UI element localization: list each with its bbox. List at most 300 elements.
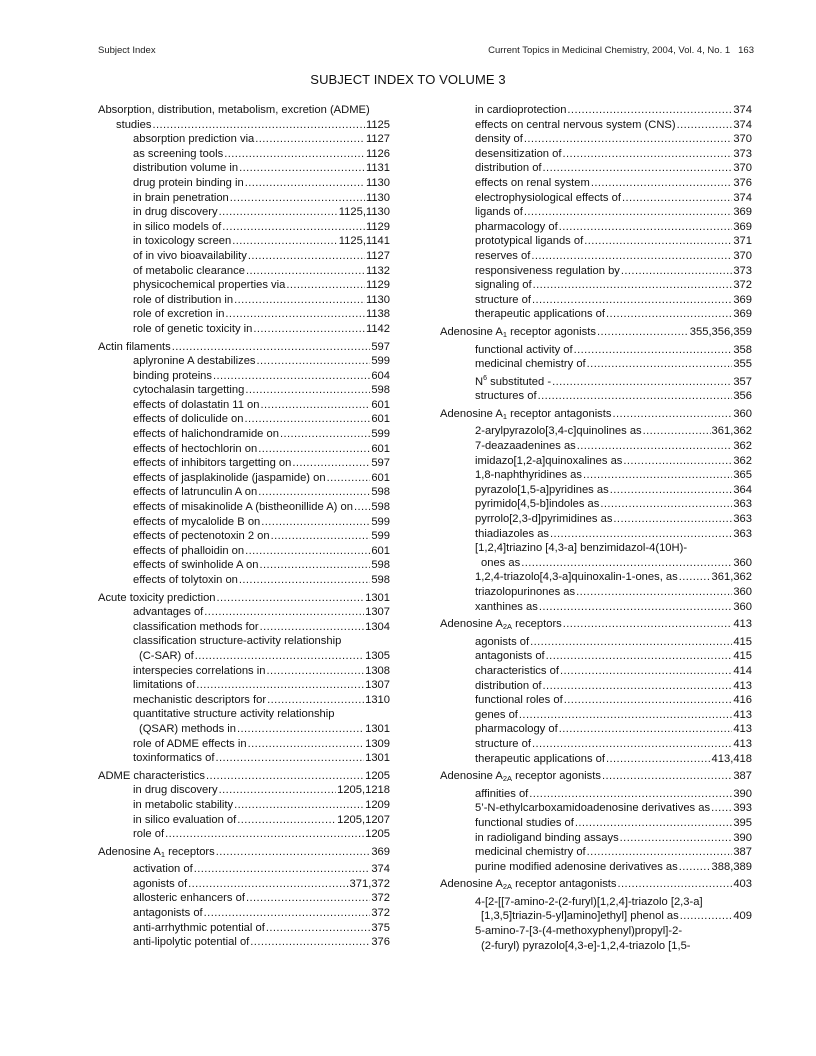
subscript: 2A — [502, 622, 513, 632]
term-text: functional roles of — [475, 694, 563, 707]
page-reference: 597 — [371, 340, 390, 353]
dot-leader — [245, 383, 370, 398]
index-subentry — [440, 527, 752, 542]
index-subentry — [440, 845, 752, 860]
entry-term — [133, 191, 229, 206]
index-subentry — [98, 398, 390, 413]
page-title: SUBJECT INDEX TO VOLUME 3 — [310, 72, 506, 87]
term-text: pyrimido[4,5-b]indoles as — [475, 498, 600, 511]
page-reference: 362 — [733, 440, 752, 453]
dot-leader — [563, 617, 733, 632]
term-text: effects of jasplakinolide (jaspamide) on — [133, 471, 326, 484]
term-text-continued: receptors — [512, 618, 562, 631]
dot-leader — [250, 935, 370, 950]
term-text: in cardioprotection — [475, 104, 567, 116]
dot-leader — [217, 591, 365, 606]
entry-term — [440, 407, 611, 425]
dot-leader — [216, 845, 371, 860]
entry-term — [475, 585, 575, 600]
index-subentry — [440, 293, 752, 308]
dot-leader — [521, 556, 732, 571]
index-subentry — [440, 939, 752, 954]
index-subentry — [98, 383, 390, 398]
dot-leader — [224, 147, 365, 162]
dot-leader — [280, 427, 370, 442]
dot-leader — [222, 220, 365, 235]
page-reference: 1127 — [365, 249, 390, 262]
entry-term — [481, 909, 679, 924]
entry-term — [133, 220, 221, 235]
dot-leader — [543, 679, 733, 694]
dot-leader — [519, 708, 732, 723]
term-text-continued: receptor agonists — [507, 325, 596, 338]
index-subentry — [98, 722, 390, 737]
dot-leader — [215, 751, 364, 766]
page-reference: 601 — [371, 413, 390, 426]
entry-term — [133, 264, 245, 279]
term-text: characteristics of — [475, 664, 559, 677]
term-text: as screening tools — [133, 147, 224, 160]
term-text: structure of — [475, 293, 531, 306]
entry-term — [475, 787, 528, 802]
dot-leader — [266, 664, 364, 679]
entry-term — [133, 383, 244, 398]
index-subentry — [98, 813, 390, 828]
dot-leader — [564, 693, 733, 708]
term-text: in drug discovery — [133, 784, 218, 797]
dot-leader — [219, 205, 338, 220]
page-reference: 360 — [733, 407, 752, 420]
term-text: absorption prediction via — [133, 133, 255, 146]
entry-term — [133, 322, 252, 337]
index-subentry — [98, 278, 390, 293]
dot-leader — [677, 118, 733, 133]
index-subentry — [98, 573, 390, 588]
page-reference: 360 — [733, 600, 752, 613]
dot-leader — [532, 293, 732, 308]
index-subentry — [440, 264, 752, 279]
entry-term — [139, 722, 236, 737]
index-subentry — [98, 891, 390, 906]
page-reference: 360 — [733, 556, 752, 569]
page-reference: 1125,1130 — [338, 206, 390, 219]
index-subentry — [98, 935, 390, 950]
dot-leader — [258, 485, 370, 500]
dot-leader — [204, 906, 371, 921]
page-reference: 416 — [733, 694, 752, 707]
dot-leader — [237, 813, 336, 828]
dot-leader — [239, 573, 370, 588]
index-heading — [440, 407, 752, 425]
term-text: distribution of — [475, 162, 542, 175]
page-reference: 376 — [371, 936, 390, 949]
term-text: physicochemical properties via — [133, 279, 286, 292]
index-subentry — [440, 424, 752, 439]
page-reference: 364 — [733, 483, 752, 496]
term-text: xanthines as — [475, 600, 538, 613]
subscript: 2A — [502, 882, 513, 892]
journal-citation: Current Topics in Medicinal Chemistry, 2004, Vol. 4, No. 1 — [488, 45, 731, 56]
entry-term — [475, 454, 622, 469]
index-subentry — [98, 620, 390, 635]
index-subentry — [440, 103, 752, 118]
entry-term — [133, 620, 259, 635]
term-text: allosteric enhancers of — [133, 892, 245, 905]
page-reference: 1307 — [365, 606, 390, 619]
dot-leader — [204, 605, 364, 620]
entry-term — [133, 707, 334, 722]
term-text: effects of doliculide on — [133, 413, 244, 426]
page-reference: 413 — [733, 618, 752, 631]
index-subentry — [98, 220, 390, 235]
entry-term — [475, 924, 682, 939]
running-header-right — [488, 45, 754, 56]
dot-leader — [567, 103, 732, 118]
dot-leader — [225, 307, 365, 322]
entry-term — [440, 325, 596, 343]
page-reference: 409 — [733, 910, 752, 923]
entry-term — [98, 769, 205, 784]
dot-leader — [260, 620, 365, 635]
dot-leader — [680, 909, 733, 924]
index-subentry — [98, 132, 390, 147]
term-text: distribution volume in — [133, 162, 239, 175]
page-reference: 1301 — [365, 722, 390, 735]
dot-leader — [539, 600, 733, 615]
term-text: triazolopurinones as — [475, 586, 576, 598]
index-subentry — [98, 442, 390, 457]
entry-term — [116, 118, 151, 133]
term-text: binding proteins — [133, 369, 212, 382]
entry-term — [475, 600, 538, 615]
page-reference: 369 — [733, 206, 752, 219]
term-text: 7-deazaadenines as — [475, 440, 576, 453]
index-subentry — [440, 924, 752, 939]
entry-term — [475, 293, 531, 308]
page-reference: 1205 — [365, 828, 390, 841]
page-reference: 1301 — [365, 591, 390, 604]
dot-leader — [245, 176, 365, 191]
page-reference: 357 — [733, 375, 752, 388]
index-subentry — [440, 635, 752, 650]
running-header-left: Subject Index — [98, 45, 156, 56]
term-text: 1,8-naphthyridines as — [475, 469, 582, 482]
index-heading — [440, 617, 752, 635]
entry-term — [475, 831, 619, 846]
term-text: classification structure-activity relationship — [133, 635, 342, 648]
page-reference: 1125 — [365, 118, 390, 131]
dot-leader — [259, 558, 370, 573]
index-subentry — [98, 737, 390, 752]
page-reference: 390 — [733, 787, 752, 800]
entry-term — [475, 424, 642, 439]
term-text: role of — [133, 828, 165, 841]
page-reference: 387 — [733, 770, 752, 783]
term-text: in toxicology screen — [133, 235, 232, 248]
entry-term — [475, 801, 710, 816]
entry-term — [133, 161, 238, 176]
dot-leader — [546, 649, 733, 664]
term-text-continued: receptor antagonists — [507, 407, 612, 420]
page-reference: 387 — [733, 846, 752, 859]
term-text: in drug discovery — [133, 206, 218, 219]
index-subentry — [98, 634, 390, 649]
page-reference: 374 — [733, 191, 752, 204]
page-reference: 1127 — [365, 133, 390, 146]
index-subentry — [440, 191, 752, 206]
term-text: drug protein binding in — [133, 176, 244, 189]
index-subentry — [98, 471, 390, 486]
term-text: electrophysiological effects of — [475, 191, 621, 204]
entry-term — [475, 103, 566, 118]
index-heading — [98, 845, 390, 863]
dot-leader — [286, 278, 365, 293]
entry-term — [133, 249, 247, 264]
entry-term — [475, 176, 590, 191]
page-reference: 1129 — [365, 279, 390, 292]
page-reference: 373 — [733, 147, 752, 160]
entry-term — [475, 468, 582, 483]
dot-leader — [606, 307, 732, 322]
page-reference: 1301 — [365, 752, 390, 765]
entry-term — [133, 205, 218, 220]
term-text: pharmacology of — [475, 220, 558, 233]
term-text: effects of mycalolide B on — [133, 515, 261, 528]
page-reference: 598 — [371, 501, 390, 514]
term-text: medicinal chemistry of — [475, 358, 586, 371]
index-subentry — [98, 678, 390, 693]
index-subentry — [440, 220, 752, 235]
term-text: in metabolic stability — [133, 798, 234, 811]
index-subentry — [98, 249, 390, 264]
index-subentry — [440, 118, 752, 133]
term-text: Adenosine A — [98, 845, 161, 858]
term-text: Adenosine A — [440, 618, 503, 631]
index-subentry — [98, 205, 390, 220]
term-text: responsiveness regulation by — [475, 264, 620, 277]
term-text: Adenosine A — [440, 878, 503, 891]
entry-term — [475, 147, 561, 162]
page-reference: 355 — [733, 358, 752, 371]
term-text: 1,2,4-triazolo[4,3-a]quinoxalin-1-ones, as — [475, 571, 678, 584]
term-text: Acute toxicity prediction — [98, 591, 216, 604]
dot-leader — [550, 527, 732, 542]
entry-term — [475, 860, 678, 875]
dot-leader — [248, 737, 365, 752]
index-subentry — [440, 693, 752, 708]
index-subentry — [440, 343, 752, 358]
page-reference: 1125,1141 — [338, 235, 390, 248]
page-reference: 601 — [371, 544, 390, 557]
dot-leader — [206, 769, 364, 784]
index-subentry — [98, 147, 390, 162]
dot-leader — [576, 585, 732, 600]
entry-term — [133, 515, 260, 530]
dot-leader — [219, 783, 337, 798]
index-subentry — [440, 787, 752, 802]
page-reference: 414 — [733, 664, 752, 677]
index-subentry — [440, 600, 752, 615]
page-reference: 370 — [733, 162, 752, 175]
dot-leader — [195, 649, 364, 664]
subscript: 1 — [502, 411, 507, 421]
entry-term — [475, 512, 612, 527]
entry-term — [475, 527, 549, 542]
index-subentry — [98, 906, 390, 921]
entry-term — [133, 827, 164, 842]
term-text: effects of phalloidin on — [133, 544, 245, 557]
dot-leader — [562, 147, 732, 162]
dot-leader — [600, 497, 732, 512]
index-subentry — [98, 500, 390, 515]
term-text: role of genetic toxicity in — [133, 322, 253, 335]
page-reference: 598 — [371, 486, 390, 499]
entry-term — [133, 935, 249, 950]
term-text: effects of tolytoxin on — [133, 574, 238, 586]
dot-leader — [234, 798, 364, 813]
dot-leader — [354, 500, 370, 515]
index-subentry — [98, 877, 390, 892]
page-reference: 1142 — [365, 322, 390, 335]
dot-leader — [230, 191, 365, 206]
term-text: anti-arrhythmic potential of — [133, 921, 265, 934]
page-reference: 1309 — [365, 737, 390, 750]
term-text: cytochalasin targetting — [133, 384, 245, 397]
dot-leader — [529, 787, 732, 802]
index-subentry — [440, 801, 752, 816]
index-heading — [440, 325, 752, 343]
term-text: pyrrolo[2,3-d]pyrimidines as — [475, 513, 613, 526]
term-text: effects of inhibitors targetting on — [133, 457, 292, 470]
index-subentry — [98, 827, 390, 842]
dot-leader — [267, 693, 364, 708]
index-heading — [98, 591, 390, 606]
index-subentry — [98, 118, 390, 133]
dot-leader — [532, 737, 732, 752]
term-text: effects of pectenotoxin 2 on — [133, 530, 270, 543]
index-subentry — [440, 454, 752, 469]
term-text: pharmacology of — [475, 723, 558, 736]
entry-term — [475, 307, 605, 322]
index-subentry — [98, 293, 390, 308]
entry-term — [133, 664, 265, 679]
term-text: thiadiazoles as — [475, 527, 550, 540]
index-subentry — [98, 529, 390, 544]
page-reference: 370 — [733, 249, 752, 262]
entry-term — [133, 751, 214, 766]
entry-term — [475, 635, 529, 650]
index-subentry — [98, 176, 390, 191]
term-text: functional activity of — [475, 343, 573, 356]
entry-term — [133, 147, 223, 162]
dot-leader — [266, 921, 371, 936]
page-reference: 356 — [733, 390, 752, 403]
index-subentry — [98, 307, 390, 322]
term-text: effects of hectochlorin on — [133, 442, 258, 455]
page-reference: 598 — [371, 559, 390, 572]
dot-leader — [643, 424, 711, 439]
page-reference: 374 — [733, 118, 752, 131]
index-subentry — [440, 176, 752, 191]
term-text: [1,3,5]triazin-5-yl]amino]ethyl] phenol as — [481, 910, 679, 923]
page-reference: 395 — [733, 816, 752, 829]
index-subentry — [440, 497, 752, 512]
dot-leader — [255, 132, 365, 147]
page-reference: 598 — [371, 384, 390, 397]
entry-term — [475, 679, 542, 694]
entry-term — [440, 617, 562, 635]
page-reference: 370 — [733, 133, 752, 146]
page-reference: 390 — [733, 831, 752, 844]
index-subentry — [440, 664, 752, 679]
index-subentry — [440, 752, 752, 767]
page-number: 163 — [738, 45, 754, 56]
term-text: effects on central nervous system (CNS) — [475, 118, 676, 131]
entry-term — [133, 412, 244, 427]
dot-leader — [559, 220, 733, 235]
term-text: imidazo[1,2-a]quinoxalines as — [475, 454, 623, 467]
term-text: limitations of — [133, 679, 196, 692]
page-reference: 599 — [371, 428, 390, 441]
term-text: activation of — [133, 863, 193, 876]
page-reference: 365 — [733, 469, 752, 482]
index-subentry — [98, 664, 390, 679]
page-reference: 1131 — [365, 162, 390, 175]
entry-term — [475, 161, 542, 176]
page-reference: 369 — [733, 220, 752, 233]
index-subentry — [440, 278, 752, 293]
dot-leader — [591, 176, 732, 191]
index-subentry — [440, 483, 752, 498]
index-subentry — [440, 895, 752, 910]
page-reference: 362 — [733, 454, 752, 467]
page-reference: 369 — [371, 845, 390, 858]
dot-leader — [239, 161, 365, 176]
index-subentry — [440, 541, 752, 556]
index-heading — [98, 103, 390, 118]
dot-leader — [245, 544, 370, 559]
index-subentry — [98, 798, 390, 813]
page-reference: 1132 — [365, 264, 390, 277]
term-text: Actin filaments — [98, 340, 171, 353]
entry-term — [133, 354, 256, 369]
entry-term — [475, 220, 558, 235]
term-text: anti-lipolytic potential of — [133, 936, 250, 949]
term-text: density of — [475, 133, 523, 146]
entry-term — [475, 372, 551, 390]
term-text: therapeutic applications of — [475, 752, 605, 765]
page-reference: 371 — [733, 235, 752, 248]
page-reference: 1205 — [365, 769, 390, 782]
entry-term — [475, 357, 586, 372]
page-reference: 413,418 — [711, 752, 752, 765]
entry-term — [475, 816, 574, 831]
dot-leader — [260, 398, 370, 413]
entry-term — [440, 877, 617, 895]
term-text: of metabolic clearance — [133, 264, 245, 277]
dot-leader — [618, 877, 733, 892]
page-reference: 1130 — [365, 176, 390, 189]
entry-term — [475, 708, 518, 723]
entry-term — [133, 471, 326, 486]
index-heading — [440, 769, 752, 787]
entry-term — [133, 293, 233, 308]
term-text: genes of — [475, 708, 518, 721]
index-subentry — [440, 816, 752, 831]
term-text: Adenosine A — [440, 770, 503, 783]
dot-leader — [248, 249, 365, 264]
term-text: (C-SAR) of — [139, 649, 194, 662]
